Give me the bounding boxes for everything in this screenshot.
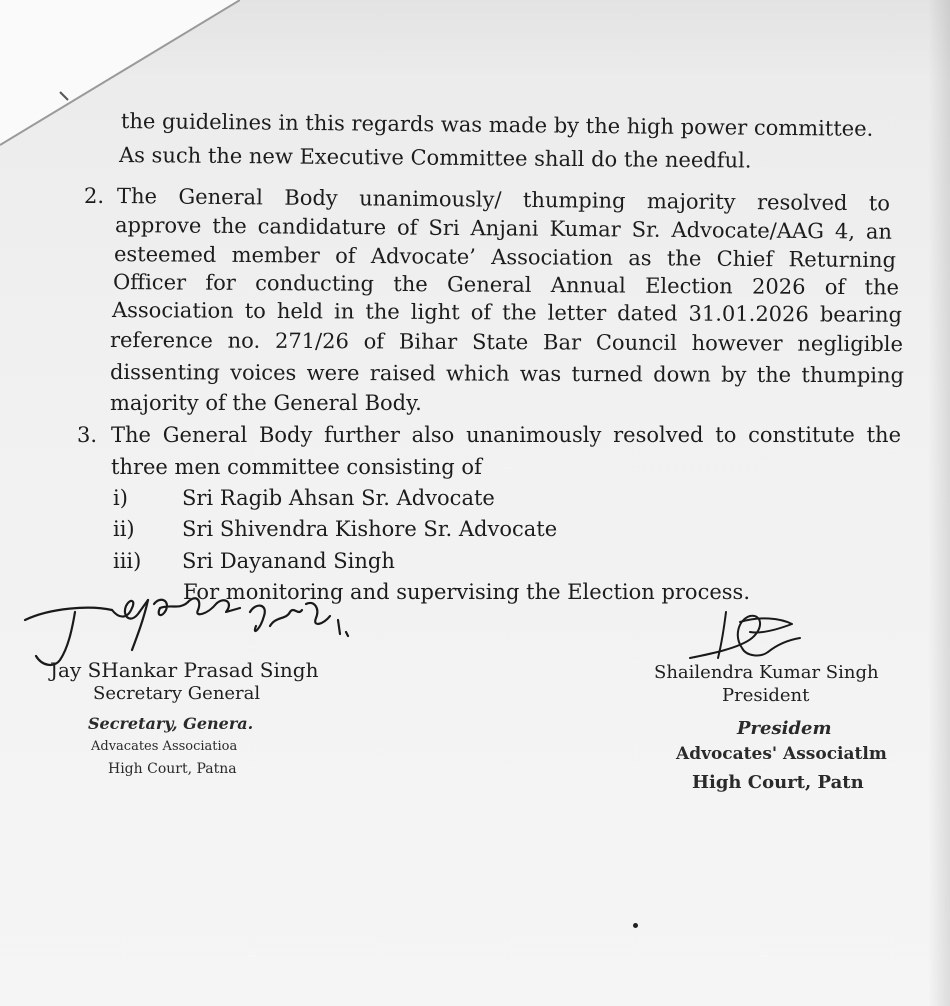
secretary-name: Jay SHankar Prasad Singh (50, 658, 319, 682)
president-name: Shailendra Kumar Singh (654, 662, 879, 683)
ink-dot (633, 923, 638, 928)
secretary-title: Secretary General (93, 683, 261, 704)
president-stamp-line: High Court, Patn (692, 772, 864, 793)
member-name: Sri Ragib Ahsan Sr. Advocate (182, 486, 495, 510)
president-title: President (722, 685, 810, 706)
item-number: 2. (84, 184, 105, 208)
member-name: Sri Shivendra Kishore Sr. Advocate (182, 517, 558, 541)
president-stamp-line: Presidem (737, 718, 832, 739)
item2-line: Association to held in the light of the letter dated 31.01.2026 bearing (111, 298, 903, 327)
closing-line: For monitoring and supervising the Election process. (183, 580, 750, 604)
signature-president (680, 608, 810, 666)
member-name: Sri Dayanand Singh (182, 549, 395, 573)
secretary-stamp-line: Advacates Associatioa (91, 739, 238, 754)
item2-line: Officer for conducting the General Annual Election 2026 of the (112, 270, 900, 300)
item2-line: dissenting voices were raised which was turned down by the thumping (109, 360, 905, 388)
item2-line: approve the candidature of Sri Anjani Kumar Sr. Advocate/AAG 4, an (114, 213, 893, 244)
president-stamp-line: Advocates' Associatlm (676, 744, 887, 764)
item-number: 3. (77, 423, 98, 447)
secretary-stamp-line: High Court, Patna (108, 761, 237, 777)
member-index: ii) (113, 517, 135, 541)
item3-line: three men committee consisting of (111, 455, 482, 479)
item2-line: The General Body unanimously/ thumping majority resolved to (116, 184, 891, 216)
item2-line: esteemed member of Advocate’ Association as the Chief Returning (113, 242, 897, 273)
member-index: i) (113, 486, 128, 510)
item3-line: The General Body further also unanimously resolved to constitute the (111, 423, 901, 447)
item2-line: majority of the General Body. (110, 391, 422, 415)
secretary-stamp-line: Secretary, Genera. (88, 714, 254, 733)
paragraph-line: the guidelines in this regards was made by the high power committee. (120, 109, 874, 141)
item2-line: reference no. 271/26 of Bihar State Bar Council however negligible (109, 328, 904, 357)
member-index: iii) (113, 549, 142, 573)
paragraph-line: As such the new Executive Committee shall do the needful. (118, 143, 752, 173)
